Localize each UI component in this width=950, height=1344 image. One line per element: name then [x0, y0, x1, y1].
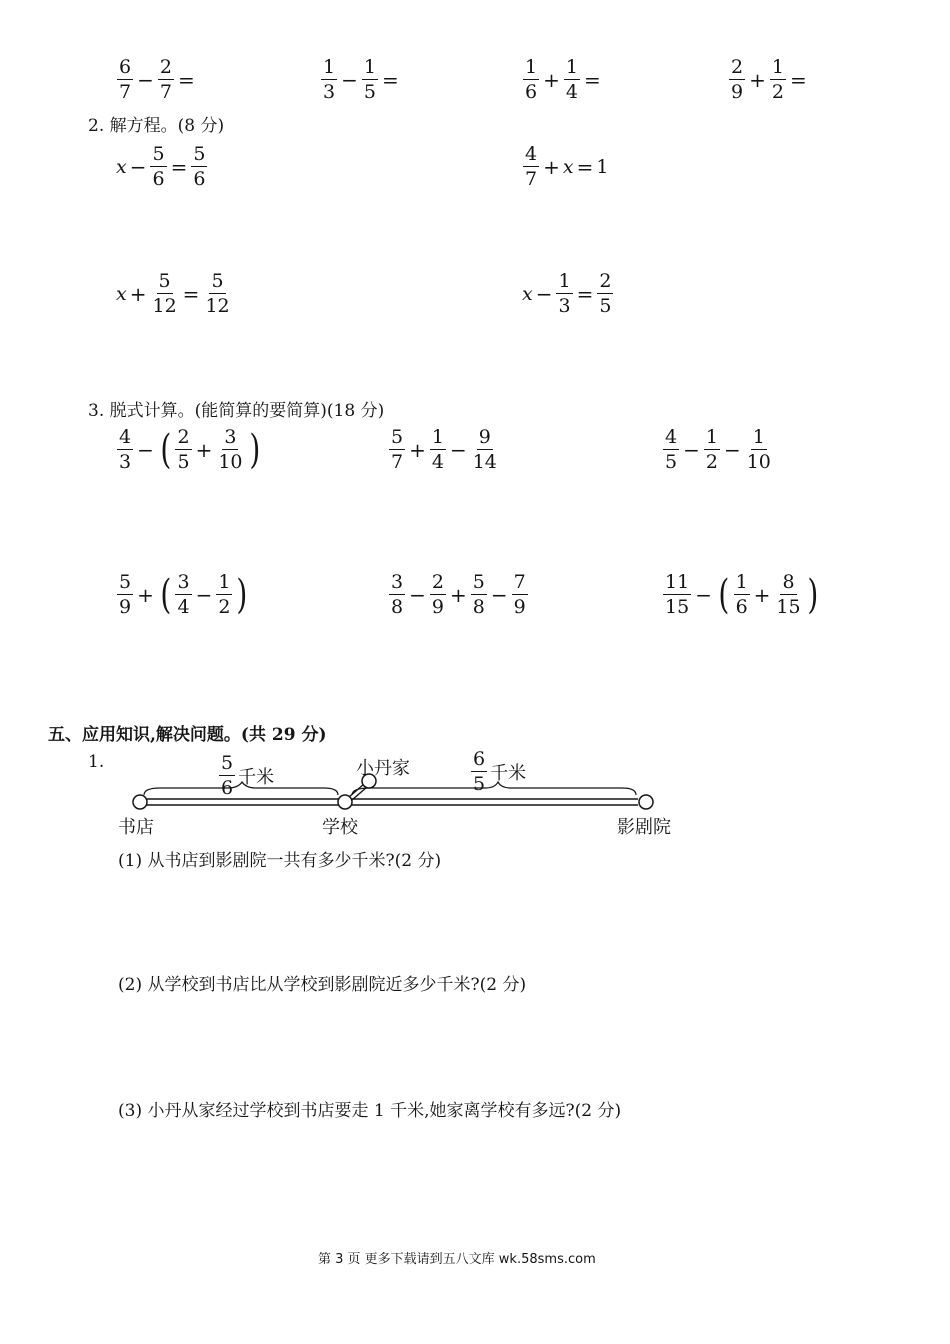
- section5-heading: 五、应用知识,解决问题。(共 29 分): [48, 725, 327, 745]
- stepwise-expression-1: $\frac{4}{3}$ − ( $\frac{2}{5}$ + $\frac{3}{10}$ ): [119, 426, 260, 473]
- q2-heading: 2. 解方程。(8 分): [88, 116, 225, 136]
- page-footer: 第 3 页 更多下载请到五八文库 wk.58sms.com: [318, 1252, 596, 1267]
- stepwise-expression-6: $\frac{11}{15}$ − ( $\frac{1}{6}$ + $\frac{8}{15}$ ): [665, 571, 818, 618]
- q3-heading: 3. 脱式计算。(能简算的要简算)(18 分): [88, 401, 385, 421]
- q1-number: 1.: [88, 752, 105, 772]
- calc-expression-1: $\frac{6}{7}$ − $\frac{2}{7}$ =: [119, 56, 195, 103]
- bookstore-point: [133, 795, 147, 809]
- sub-question-3: (3) 小丹从家经过学校到书店要走 1 千米,她家离学校有多远?(2 分): [118, 1101, 622, 1121]
- equation-3: x + $\frac{5}{12}$ = $\frac{5}{12}$: [116, 270, 230, 317]
- stepwise-expression-4: $\frac{5}{9}$ + ( $\frac{3}{4}$ − $\frac{1}{2}$ ): [119, 571, 248, 618]
- calc-expression-3: $\frac{1}{6}$ + $\frac{1}{4}$ =: [525, 56, 601, 103]
- equation-2: $\frac{4}{7}$ + x = 1: [525, 143, 609, 190]
- home-label: 小丹家: [356, 758, 410, 779]
- equation-4: x − $\frac{1}{3}$ = $\frac{2}{5}$: [522, 270, 612, 317]
- distance-left-label: $\frac{5}{6}$ 千米: [221, 752, 275, 799]
- calc-expression-2: $\frac{1}{3}$ − $\frac{1}{5}$ =: [323, 56, 399, 103]
- sub-question-1: (1) 从书店到影剧院一共有多少千米?(2 分): [118, 851, 442, 871]
- route-diagram: [100, 770, 700, 840]
- school-label: 学校: [322, 817, 358, 838]
- stepwise-expression-5: $\frac{3}{8}$ − $\frac{2}{9}$ + $\frac{5}{8}$ − $\frac{7}{9}$: [391, 571, 526, 618]
- stepwise-expression-2: $\frac{5}{7}$ + $\frac{1}{4}$ − $\frac{9}{14}$: [391, 426, 497, 473]
- theater-label: 影剧院: [617, 817, 671, 838]
- sub-question-2: (2) 从学校到书店比从学校到影剧院近多少千米?(2 分): [118, 975, 527, 995]
- distance-right-label: $\frac{6}{5}$ 千米: [473, 748, 527, 795]
- equation-1: x − $\frac{5}{6}$ = $\frac{5}{6}$: [116, 143, 206, 190]
- bookstore-label: 书店: [118, 817, 154, 838]
- theater-point: [639, 795, 653, 809]
- calc-expression-4: $\frac{2}{9}$ + $\frac{1}{2}$ =: [731, 56, 807, 103]
- stepwise-expression-3: $\frac{4}{5}$ − $\frac{1}{2}$ − $\frac{1}{10}$: [665, 426, 771, 473]
